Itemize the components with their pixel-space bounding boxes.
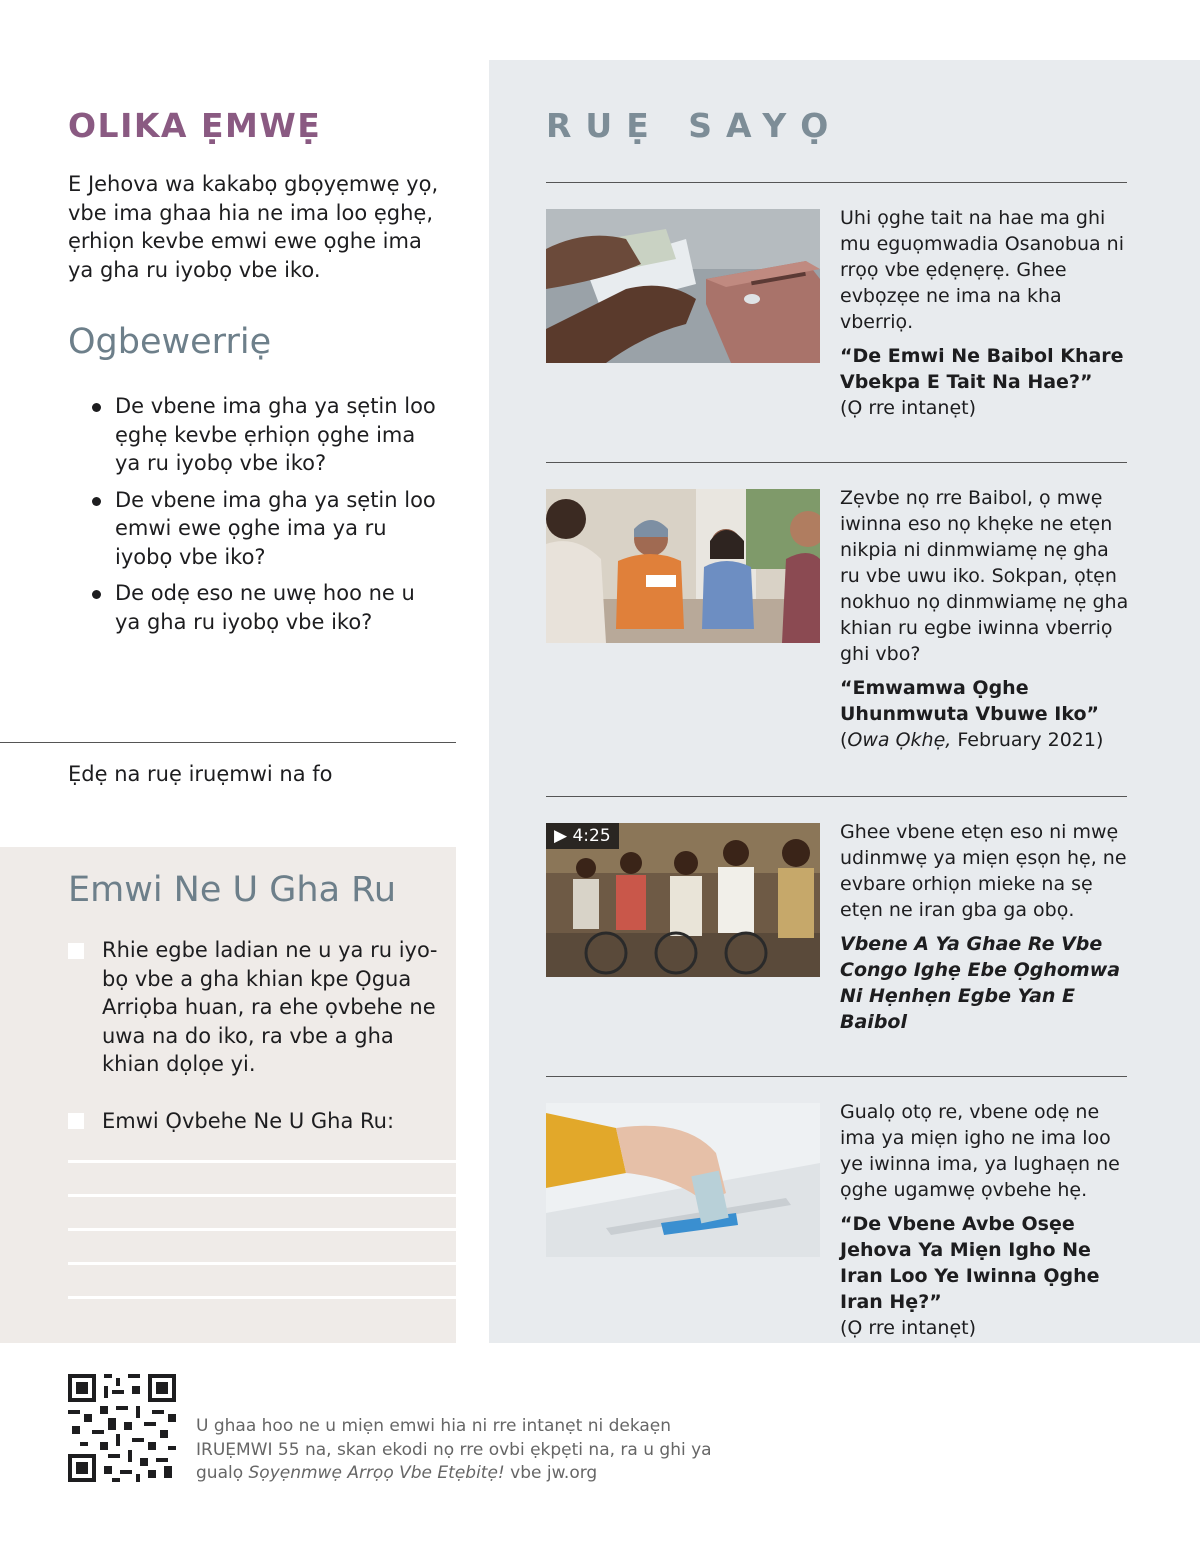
bullet-icon [92, 497, 101, 506]
item4-reference-note: (Ọ rre intanẹt) [840, 1317, 977, 1339]
item1-reference-note: (Ọ rre intanẹt) [840, 397, 977, 419]
footer-line2: vbe jw.org [504, 1463, 598, 1483]
section-divider [546, 1076, 1127, 1077]
donation-illustration [546, 209, 820, 363]
writing-line[interactable] [68, 1228, 456, 1231]
item1-reference-title[interactable]: “De Emwi Ne Baibol Khare Vbekpa E Tait Na Hae?” [840, 345, 1124, 393]
item3-reference-title[interactable]: Vbene A Ya Ghae Re Vbe Congo Ighẹ Ebe Ọghomwa Ni Hẹnhẹn Egbe Yan E Baibol [840, 933, 1121, 1033]
writing-line[interactable] [68, 1160, 456, 1163]
item3-reference[interactable] [840, 931, 1130, 1035]
footer-note [196, 1415, 716, 1486]
section-divider [546, 462, 1127, 463]
item3-text [840, 819, 1130, 1035]
question-text: De odẹ eso ne uwẹ hoo ne u ya gha ru iyobọ vbe iko? [115, 581, 415, 634]
review-questions-heading: Ogbewerriẹ [68, 322, 272, 362]
action-item-text: Rhie egbe ladian ne u ya ru iyobọ vbe a gha khian kpe Ọgua Arriọba huan, ra ehe ọvbehe ne uwa na do iko, ra vbe a gha khian dọlọe yi. [102, 938, 438, 1076]
left-divider [0, 742, 456, 743]
section-divider [546, 796, 1127, 797]
item2-reference-title[interactable]: “Emwamwa Ọghe Uhunmwuta Vbuwe Iko” [840, 677, 1100, 725]
completion-date-label: Ẹdẹ na ruẹ iruẹmwi na fo [68, 762, 333, 786]
item4-description: Gualọ otọ re, vbene odẹ ne ima ya miẹn igho ne ima loo ye iwinna ima, ya lughaẹn ne ọghe ugamwẹ ọvbehe hẹ. [840, 1101, 1120, 1201]
other-action-label: Emwi Ọvbehe Ne U Gha Ru: [102, 1109, 395, 1133]
question-item [92, 579, 444, 636]
meeting-illustration [546, 489, 820, 643]
bullet-icon [92, 590, 101, 599]
item4-reference[interactable] [840, 1211, 1130, 1341]
item2-description: Zẹvbe nọ rre Baibol, ọ mwẹ iwinna eso nọ khẹke ne etẹn nikpia ni dinmwiamẹ nẹ gha ru vbe uwu iko. Sokpan, ọtẹn nokhuo nọ dinmwiamẹ nẹ gha khian ru egbe iwinna vberriọ ghi vbo? [840, 487, 1129, 665]
action-panel [0, 847, 456, 1343]
writing-line[interactable] [68, 1262, 456, 1265]
item2-reference-source: Owa Ọkhẹ, [847, 729, 952, 751]
item2-reference-note-pre: ( [840, 729, 848, 751]
question-item [92, 486, 444, 572]
action-checkbox-2[interactable] [68, 1113, 84, 1129]
writing-line[interactable] [68, 1194, 456, 1197]
section-divider [546, 182, 1127, 183]
footer-publication[interactable]: Sọyẹnmwẹ Arrọọ Vbe Etẹbitẹ! [248, 1463, 505, 1483]
video-thumbnail[interactable] [546, 823, 820, 977]
item4-text [840, 1099, 1130, 1341]
question-text: De vbene ima gha ya sẹtin loo emwi ewe ọghe ima ya ru iyobọ vbe iko? [115, 487, 436, 569]
item1-text [840, 205, 1130, 421]
qr-code-icon[interactable] [68, 1374, 176, 1482]
question-item [92, 392, 444, 478]
more-heading: RUẸ SAYỌ [546, 106, 843, 145]
writing-line[interactable] [68, 1296, 456, 1299]
olika-emwe-text: E Jehova wa kakabọ gbọyẹmwẹ yọ, vbe ima ghaa hia ne ima loo ẹghẹ, ẹrhiọn kevbe emwi ewe ọghe ima ya gha ru iyobọ vbe iko. [68, 172, 439, 282]
video-duration-badge: ▶ 4:25 [546, 823, 619, 849]
item4-reference-title[interactable]: “De Vbene Avbe Osẹe Jehova Ya Miẹn Igho Ne Iran Loo Ye Iwinna Ọghe Iran Hẹ?” [840, 1213, 1100, 1313]
item2-text [840, 485, 1130, 753]
item1-reference[interactable] [840, 343, 1130, 421]
item1-description: Uhi ọghe tait na hae ma ghi mu eguọmwadia Osanobua ni rrọọ vbe ẹdẹnẹrẹ. Ghee evbọzẹe ne ima na kha vberriọ. [840, 207, 1124, 333]
contribution-box-thumbnail[interactable] [546, 1103, 820, 1257]
donation-thumbnail[interactable] [546, 209, 820, 363]
question-text: De vbene ima gha ya sẹtin loo ẹghẹ kevbe ẹrhiọn ọghe ima ya ru iyobọ vbe iko? [115, 394, 436, 475]
review-questions-list [92, 392, 444, 644]
action-checkbox-1[interactable] [68, 943, 84, 959]
footer-line1: U ghaa hoo ne u miẹn emwi hia ni rre intanẹt ni dekaẹn IRUẸMWI 55 na, skan ekodi nọ rre ovbi ẹkpẹti na, ra u ghi ya gualọ [196, 1416, 712, 1483]
item3-description: Ghee vbene etẹn eso ni mwẹ udinmwẹ ya miẹn ẹsọn hẹ, ne evbare orhiọn mieke na sẹ etẹn ne iran gba ga obọ. [840, 821, 1127, 921]
contribution-illustration [546, 1103, 820, 1257]
meeting-thumbnail[interactable] [546, 489, 820, 643]
olika-emwe-heading: OLIKA ẸMWẸ [68, 106, 322, 145]
action-heading: Emwi Ne U Gha Ru [68, 870, 397, 910]
item2-reference-note-post: February 2021) [951, 729, 1104, 751]
item2-reference[interactable] [840, 675, 1130, 753]
bullet-icon [92, 403, 101, 412]
